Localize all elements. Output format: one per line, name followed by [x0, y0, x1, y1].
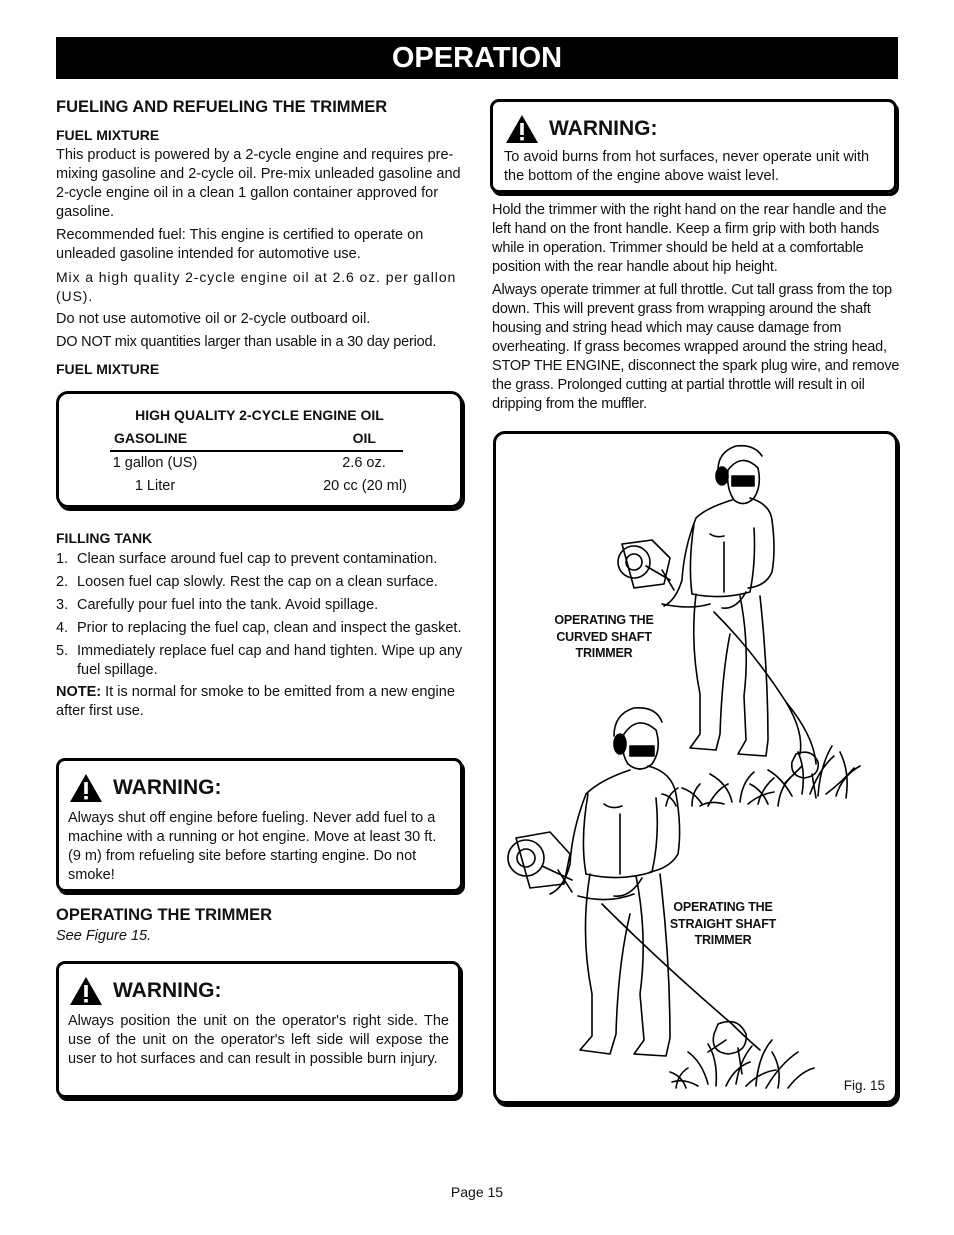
warning-box-position — [56, 961, 461, 1098]
caption-line: CURVED SHAFT — [556, 629, 652, 644]
note-text: It is normal for smoke to be emitted from a new engine after first use. — [56, 684, 455, 719]
warning-triangle-icon — [505, 114, 539, 144]
table-cell-oil: 20 cc (20 ml) — [323, 478, 407, 494]
warning-triangle-icon — [69, 976, 103, 1006]
page-title-banner — [56, 37, 898, 79]
handling-section — [492, 201, 900, 414]
table-cell-gasoline: 1 Liter — [134, 478, 176, 494]
step-number: 1. — [56, 551, 69, 567]
fuel-paragraph-2: Recommended fuel: This engine is certified to operate on unleaded gasoline intended for automotive use. — [56, 227, 424, 262]
warning-box-burns — [490, 99, 897, 193]
table-header-oil: OIL — [352, 430, 376, 446]
table-cell-gasoline: 1 gallon (US) — [112, 455, 198, 471]
operator-curved-figure — [662, 446, 816, 764]
list-item — [56, 550, 466, 569]
handling-paragraph-2: Always operate trimmer at full throttle. Cut tall grass from the top down. This will prevent grass from wrapping around the shaft housing and string head which may cause damage from overheating. If grass becomes wrapped around the string head, STOP THE ENGINE, disconnect the spark plug wire, and remove the grass. Prolonged cutting at partial throttle will result in oil dripping from the muffler. — [492, 282, 900, 412]
warning-header — [69, 773, 222, 803]
filling-steps — [56, 550, 466, 680]
page-number: Page 15 — [450, 1184, 504, 1200]
step-text: Clean surface around fuel cap to prevent contamination. — [77, 551, 438, 567]
table-header-row — [110, 429, 403, 452]
note-label: NOTE: — [56, 684, 102, 700]
warning-label: WARNING: — [113, 776, 222, 799]
operating-section — [56, 905, 466, 946]
list-item — [56, 596, 466, 615]
step-number: 3. — [56, 597, 69, 613]
fuel-table-heading: FUEL MIXTURE — [56, 361, 160, 377]
table-cell-oil: 2.6 oz. — [342, 455, 386, 471]
fueling-heading: FUELING AND REFUELING THE TRIMMER — [56, 98, 388, 116]
step-number: 4. — [56, 620, 69, 636]
fuel-mixture-heading: FUEL MIXTURE — [56, 127, 160, 143]
warning-text: To avoid burns from hot surfaces, never operate unit with the bottom of the engine above waist level. — [504, 149, 870, 184]
operating-heading: OPERATING THE TRIMMER — [56, 906, 273, 924]
caption-line: OPERATING THE — [554, 613, 654, 627]
caption-straight-shaft — [648, 899, 798, 949]
warning-triangle-icon — [69, 773, 103, 803]
step-number: 2. — [56, 574, 69, 590]
fuel-mixture-table — [56, 391, 463, 508]
warning-box-fueling — [56, 758, 463, 892]
caption-line: TRIMMER — [575, 646, 633, 660]
handling-paragraph-1: Hold the trimmer with the right hand on the rear handle and the left hand on the front handle. Keep a firm grip with both hands while in operation. Trimmer should be held at a comfortable position with the rear handle about hip height. — [492, 202, 887, 275]
warning-header — [505, 114, 658, 144]
caption-curved-shaft — [536, 612, 672, 662]
caption-line: TRIMMER — [694, 933, 752, 947]
list-item — [56, 573, 466, 592]
warning-label: WARNING: — [113, 979, 222, 1002]
fuel-paragraph-4: Do not use automotive oil or 2-cycle outboard oil. — [56, 311, 371, 327]
figure-reference: See Figure 15. — [56, 928, 152, 944]
note — [56, 683, 466, 721]
filling-section — [56, 529, 466, 721]
trimmer-operators-illustration — [496, 434, 895, 1101]
engine-curved — [618, 540, 674, 590]
warning-label: WARNING: — [549, 117, 658, 140]
list-item — [56, 619, 466, 638]
fuel-paragraph-3: Mix a high quality 2-cycle engine oil at 2.6 oz. per gallon (US). — [56, 269, 457, 304]
list-item — [56, 642, 466, 680]
fuel-paragraph-5: DO NOT mix quantities larger than usable in a 30 day period. — [56, 334, 437, 350]
table-title: HIGH QUALITY 2-CYCLE ENGINE OIL — [135, 407, 384, 423]
warning-header — [69, 976, 222, 1006]
filling-heading: FILLING TANK — [56, 530, 153, 546]
step-text: Immediately replace fuel cap and hand tighten. Wipe up any fuel spillage. — [77, 643, 463, 678]
table-header-gasoline: GASOLINE — [114, 430, 188, 446]
figure-15 — [493, 431, 898, 1104]
operator-straight-figure — [550, 708, 760, 1056]
step-number: 5. — [56, 643, 69, 659]
grass-straight — [670, 1040, 814, 1088]
figure-label: Fig. 15 — [843, 1078, 885, 1093]
fuel-paragraph-1: This product is powered by a 2-cycle engine and requires pre-mixing gasoline and 2-cycle oil. Pre-mix unleaded gasoline and 2-cycle engine oil in a clean 1 gallon container approved for gasoline. — [56, 147, 461, 220]
caption-line: STRAIGHT SHAFT — [669, 916, 777, 931]
warning-text: Always shut off engine before fueling. Never add fuel to a machine with a running or hot engine. Move at least 30 ft. (9 m) from refueling site before starting engine. Do not smoke! — [68, 810, 437, 883]
fueling-section — [56, 97, 466, 378]
step-text: Prior to replacing the fuel cap, clean and inspect the gasket. — [77, 620, 462, 636]
caption-line: OPERATING THE — [673, 900, 773, 914]
step-text: Carefully pour fuel into the tank. Avoid spillage. — [77, 597, 379, 613]
page-title: OPERATION — [391, 42, 563, 74]
warning-text: Always position the unit on the operator's right side. The use of the unit on the operator's left side will expose the user to hot surfaces and can result in possible burn injury. — [68, 1013, 449, 1067]
step-text: Loosen fuel cap slowly. Rest the cap on a clean surface. — [77, 574, 438, 590]
